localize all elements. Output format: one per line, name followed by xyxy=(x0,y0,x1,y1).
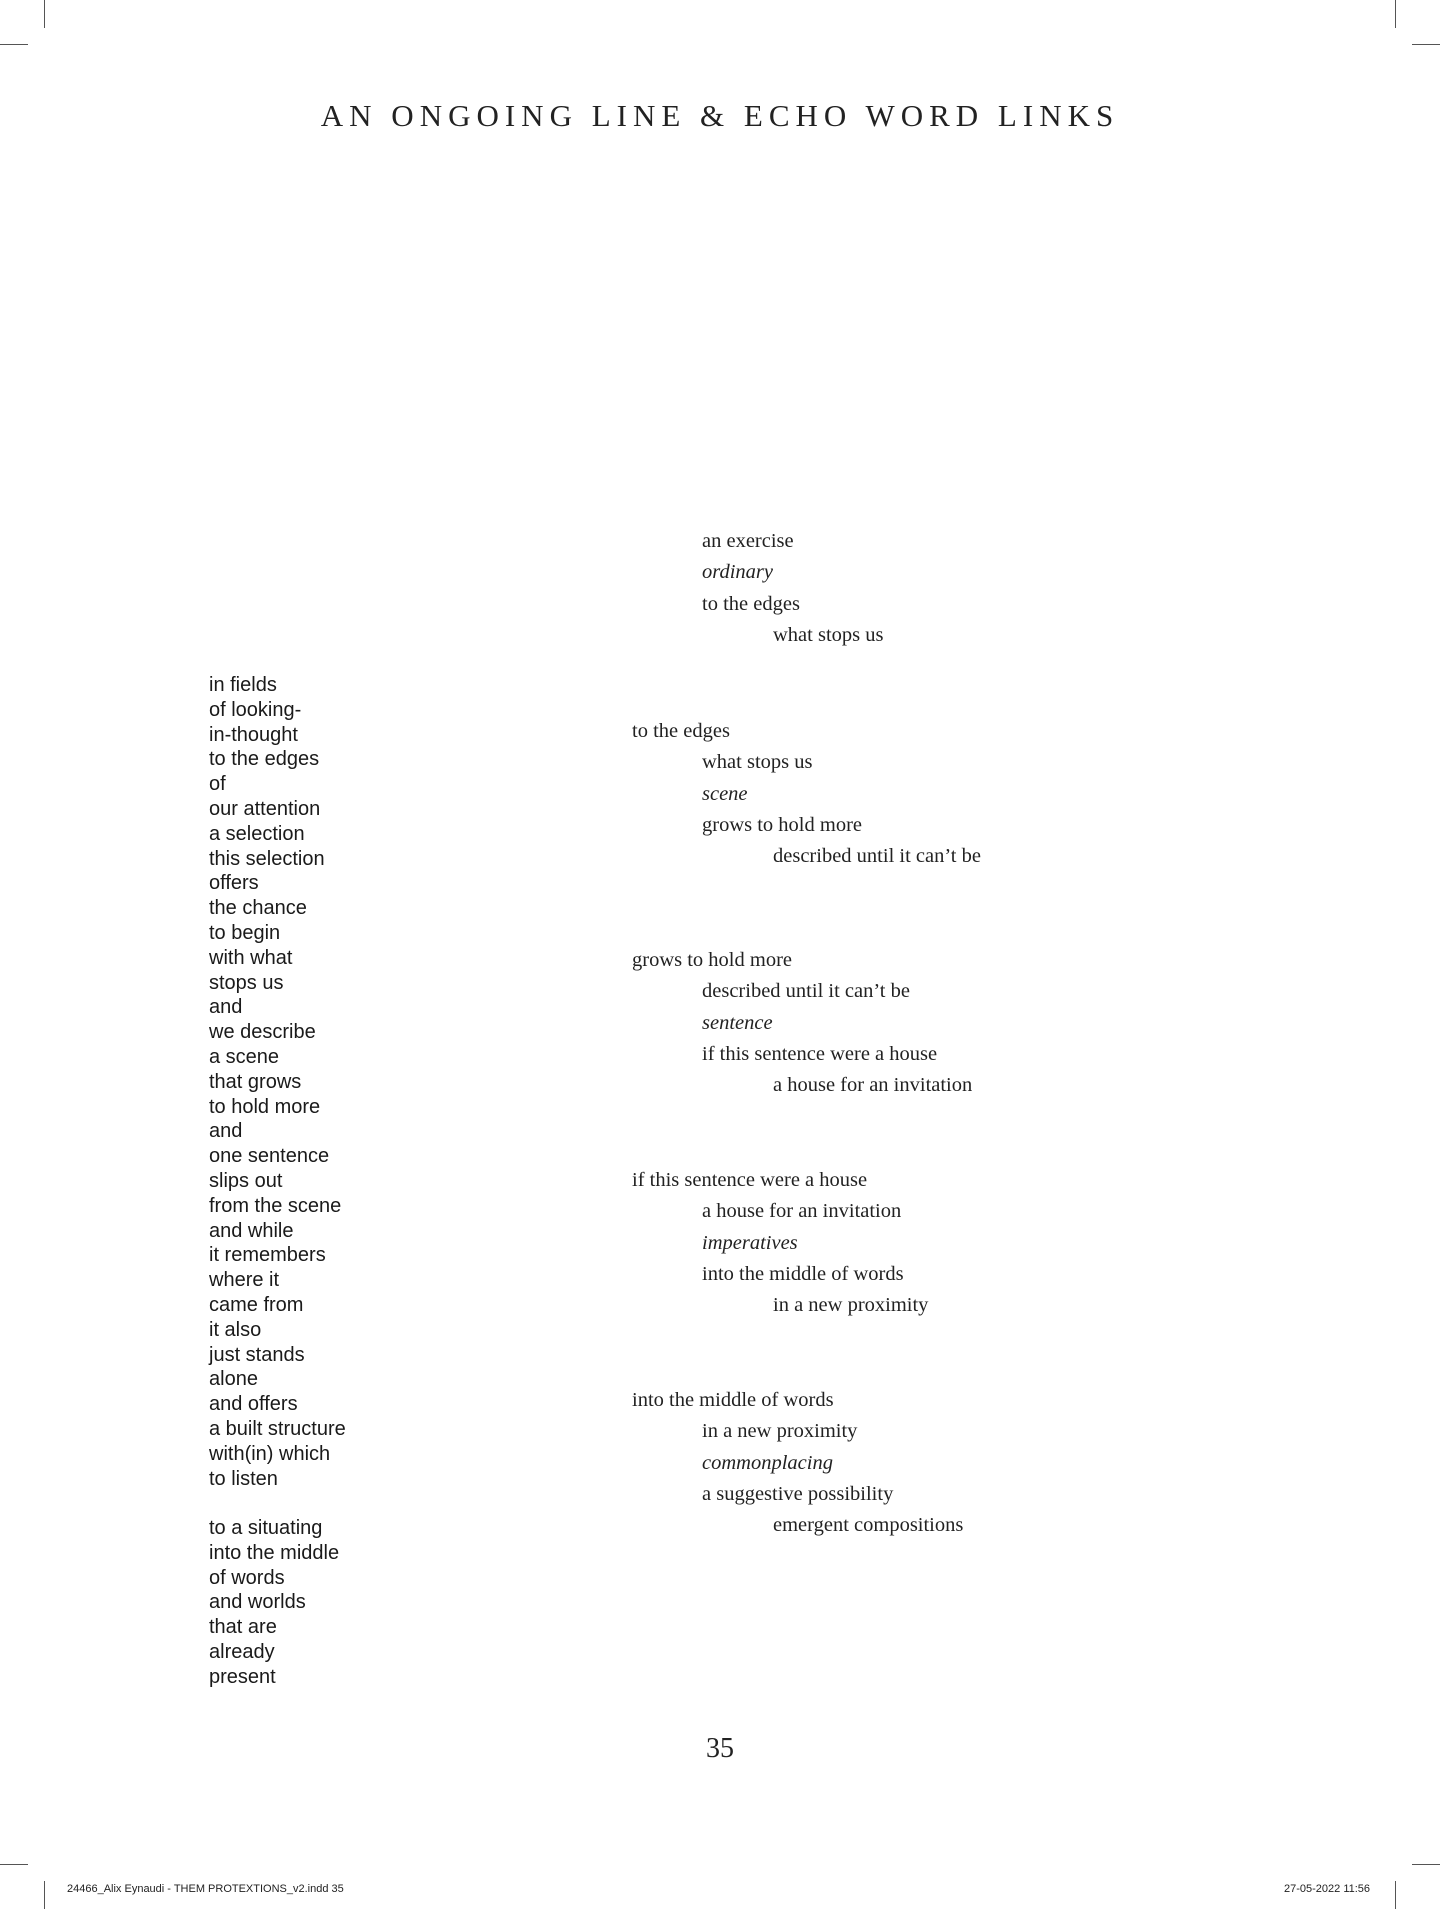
left-column-line: in-thought xyxy=(209,723,298,746)
crop-mark-bottom-left-h xyxy=(0,1864,28,1865)
stanza-line: to the edges xyxy=(702,592,800,615)
left-column-line: and worlds xyxy=(209,1591,306,1614)
crop-mark-top-right xyxy=(1395,0,1396,28)
footer-timestamp: 27-05-2022 11:56 xyxy=(1284,1883,1371,1895)
stanza-keyword: scene xyxy=(702,782,748,805)
page-title: AN ONGOING LINE & ECHO WORD LINKS xyxy=(320,98,1120,133)
left-column-line: from the scene xyxy=(209,1194,342,1217)
left-column-line: to begin xyxy=(209,921,281,944)
page-number: 35 xyxy=(706,1733,734,1764)
left-column-line: into the middle xyxy=(209,1541,340,1564)
stanza-line: a house for an invitation xyxy=(773,1074,973,1097)
stanza-line: grows to hold more xyxy=(702,813,862,836)
left-column-line: it remembers xyxy=(209,1244,326,1267)
stanza-line: into the middle of words xyxy=(632,1389,834,1411)
stanza-line: in a new proximity xyxy=(702,1420,858,1443)
left-column-line: to hold more xyxy=(209,1095,321,1118)
left-column-line: offers xyxy=(209,872,259,895)
left-column-line: present xyxy=(209,1665,276,1688)
left-column-line: came from xyxy=(209,1293,304,1316)
left-column-line: a built structure xyxy=(209,1417,346,1440)
stanza-line: grows to hold more xyxy=(632,949,792,971)
left-column-line: with(in) which xyxy=(209,1442,331,1465)
crop-mark-top-left-h xyxy=(0,44,28,45)
stanza-line: what stops us xyxy=(773,623,884,646)
left-column-line: alone xyxy=(209,1368,258,1391)
left-column-line: of words xyxy=(209,1566,285,1589)
stanza-line: in a new proximity xyxy=(773,1294,929,1317)
stanza-line: what stops us xyxy=(702,751,813,774)
left-column-poem xyxy=(209,673,346,1690)
left-column-line: a selection xyxy=(209,822,305,845)
left-column-line: and offers xyxy=(209,1393,298,1416)
left-column-line: stops us xyxy=(209,971,284,994)
stanza-line: described until it can’t be xyxy=(773,845,981,868)
left-column-gap xyxy=(209,1491,346,1516)
stanza-line: if this sentence were a house xyxy=(702,1042,938,1065)
left-column-line: and while xyxy=(209,1219,294,1242)
left-column-line: it also xyxy=(209,1318,262,1341)
crop-mark-top-left xyxy=(44,0,45,28)
left-column-line: to the edges xyxy=(209,748,320,771)
left-column-line: that grows xyxy=(209,1070,302,1093)
left-column-line: where it xyxy=(209,1269,280,1292)
left-column-line: of xyxy=(209,773,226,796)
stanza-keyword: ordinary xyxy=(702,561,773,584)
left-column-line: a scene xyxy=(209,1045,280,1068)
crop-mark-bottom-right-h xyxy=(1412,1864,1440,1865)
stanza-line: an exercise xyxy=(702,530,794,552)
left-column-line: to a situating xyxy=(209,1517,323,1540)
left-column-line: our attention xyxy=(209,797,321,820)
left-column-line: one sentence xyxy=(209,1145,330,1168)
left-column-line: with what xyxy=(209,946,293,969)
stanza-line: to the edges xyxy=(632,720,730,742)
crop-mark-top-right-h xyxy=(1412,44,1440,45)
left-column-line: slips out xyxy=(209,1169,283,1192)
left-column-line: already xyxy=(209,1641,275,1664)
stanza-keyword: commonplacing xyxy=(702,1451,833,1474)
left-column-line: just stands xyxy=(209,1343,305,1366)
stanza-line: a suggestive possibility xyxy=(702,1482,894,1505)
left-column-line: in fields xyxy=(209,674,277,696)
crop-mark-bottom-right xyxy=(1395,1881,1396,1909)
stanza-line: if this sentence were a house xyxy=(632,1169,868,1191)
stanza-line: emergent compositions xyxy=(773,1514,964,1537)
stanza-line: a house for an invitation xyxy=(702,1200,902,1223)
left-column-line: to listen xyxy=(209,1467,278,1490)
left-column-line: this selection xyxy=(209,847,325,870)
left-column-line: and xyxy=(209,996,243,1019)
footer-file-label: 24466_Alix Eynaudi - THEM PROTEXTIONS_v2.indd 35 xyxy=(67,1883,344,1895)
left-column-line: that are xyxy=(209,1616,277,1639)
stanza-line: into the middle of words xyxy=(702,1262,904,1285)
left-column-line: the chance xyxy=(209,897,307,920)
left-column-line: and xyxy=(209,1120,243,1143)
crop-mark-bottom-left xyxy=(44,1881,45,1909)
stanza-line: described until it can’t be xyxy=(702,980,910,1003)
left-column-line: of looking- xyxy=(209,698,302,721)
stanza-keyword: imperatives xyxy=(702,1231,798,1254)
stanza-keyword: sentence xyxy=(702,1011,773,1034)
left-column-line: we describe xyxy=(209,1021,316,1044)
